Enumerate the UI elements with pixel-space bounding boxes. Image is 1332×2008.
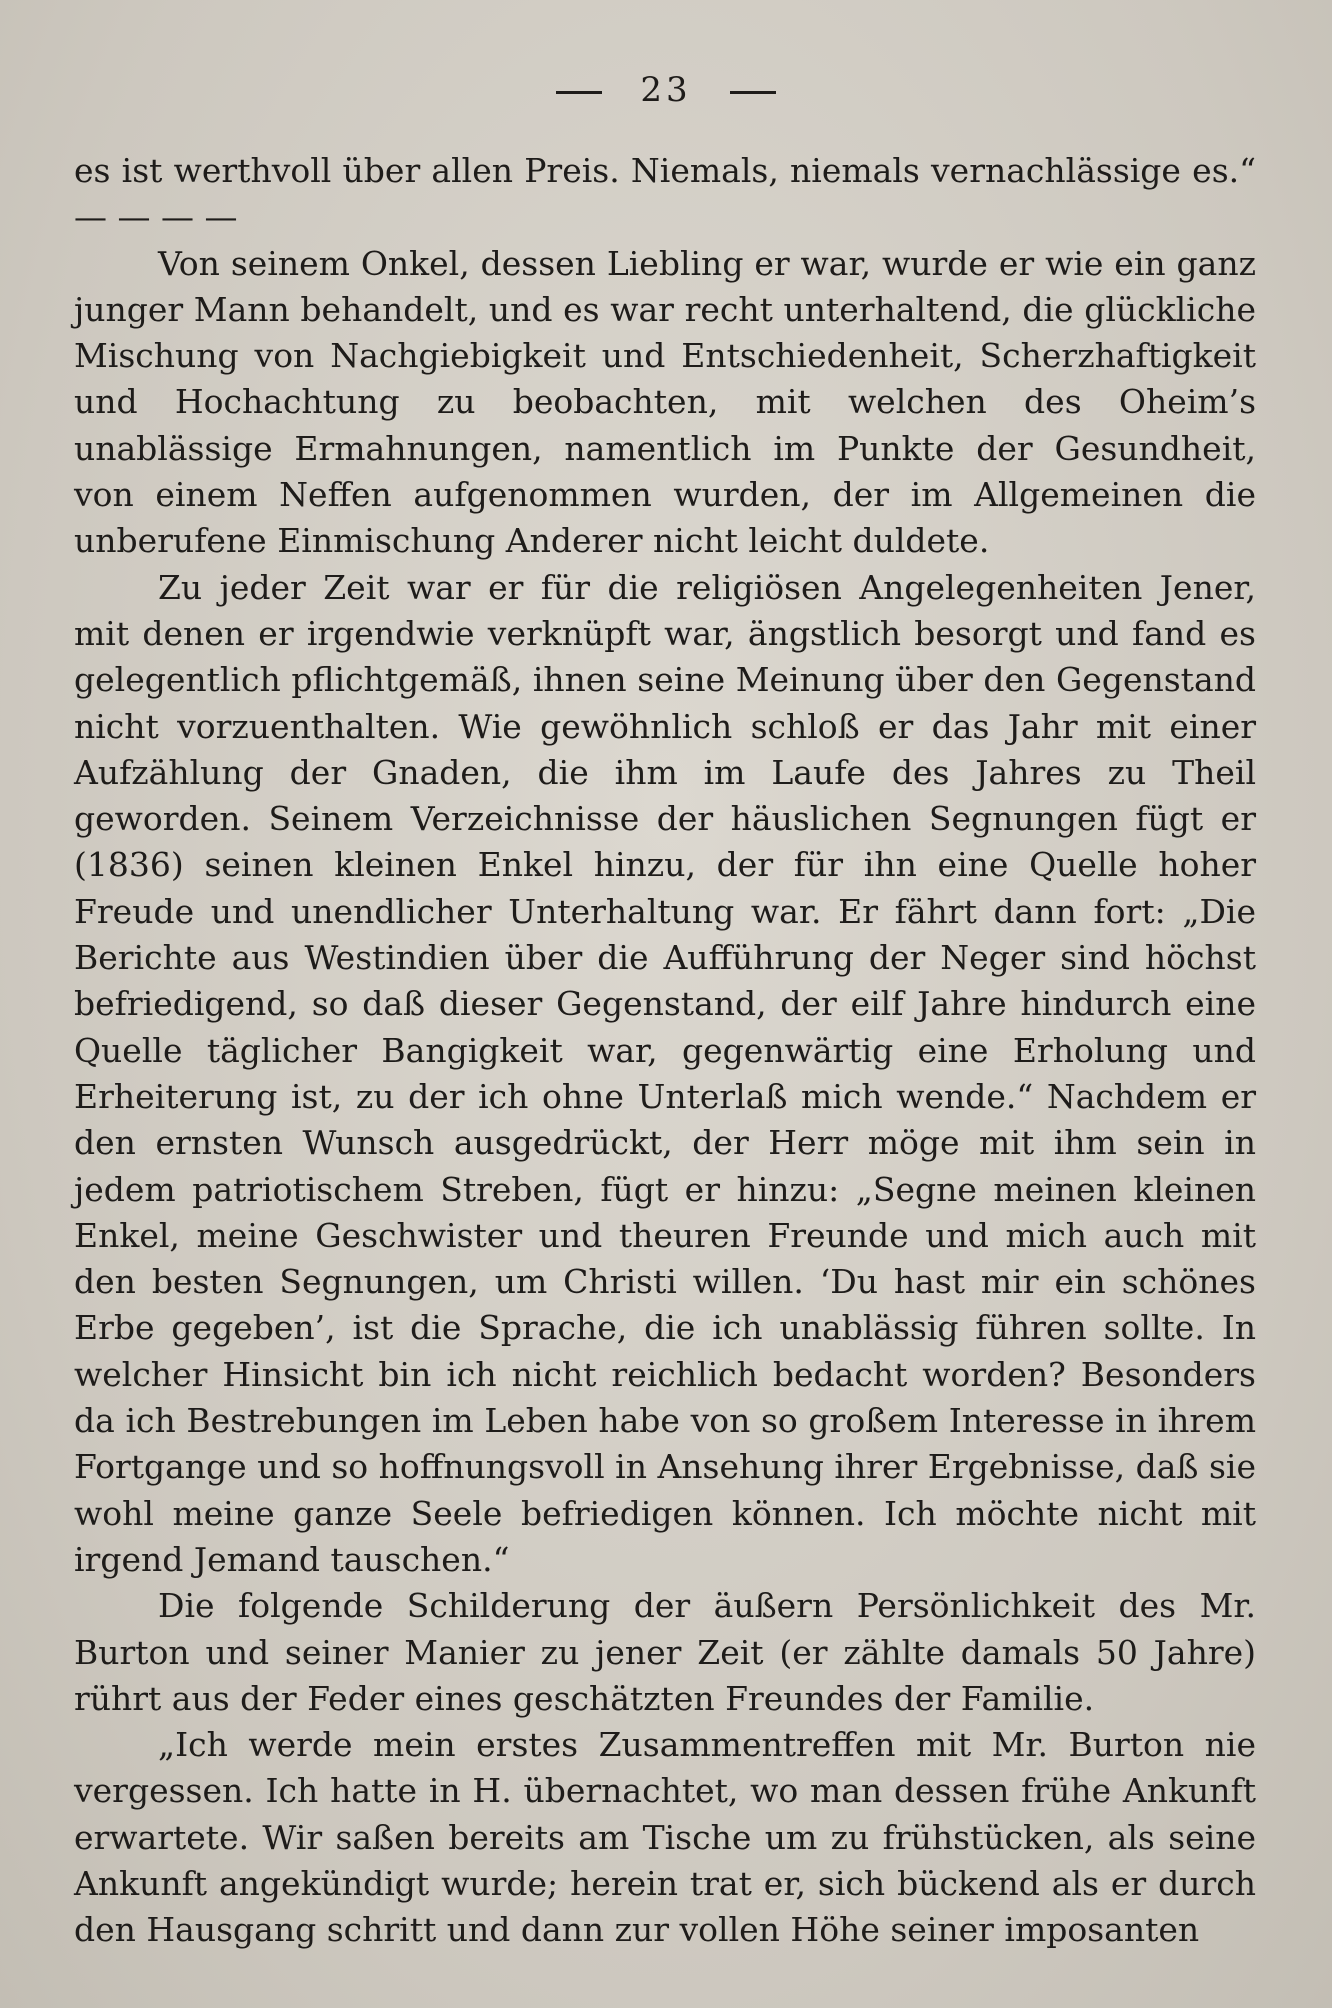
paragraph-4: Die folgende Schilderung der äußern Persönlichkeit des Mr. Burton und seiner Manier zu jener Zeit (er zählte damals 50 Jahre) rührt aus der Feder eines geschätzten Freundes der Familie.: [74, 1586, 1256, 1718]
paragraph-5: „Ich werde mein erstes Zusammentreffen mit Mr. Burton nie vergessen. Ich hatte in H. übernachtet, wo man dessen frühe Ankunft erwartete. Wir saßen bereits am Tische um zu frühstücken, als seine Ankunft angekündigt wurde; herein trat er, sich bückend als er durch den Hausgang schritt und dann zur vollen Höhe seiner imposanten: [74, 1725, 1256, 1950]
header-dash-right: [730, 91, 776, 94]
header-dash-left: [556, 91, 602, 94]
body-text: [74, 148, 1256, 1954]
page-header: [0, 70, 1332, 110]
paragraph-1: es ist werthvoll über allen Preis. Niemals, niemals vernachlässige es.“ — — — —: [74, 151, 1256, 237]
page-number: 23: [640, 70, 692, 110]
paragraph-2: Von seinem Onkel, dessen Liebling er war, wurde er wie ein ganz junger Mann behandelt, und es war recht unterhaltend, die glückliche Mischung von Nachgiebigkeit und Entschiedenheit, Scherzhaftigkeit und Hochachtung zu beobachten, mit welchen des Oheim’s unablässige Ermahnungen, namentlich im Punkte der Gesundheit, von einem Neffen aufgenommen wurden, der im Allgemeinen die unberufene Einmischung Anderer nicht leicht duldete.: [74, 243, 1256, 561]
paragraph-3: Zu jeder Zeit war er für die religiösen Angelegenheiten Jener, mit denen er irgendwie verknüpft war, ängstlich besorgt und fand es gelegentlich pflichtgemäß, ihnen seine Meinung über den Gegenstand nicht vorzuenthalten. Wie gewöhnlich schloß er das Jahr mit einer Aufzählung der Gnaden, die ihm im Laufe des Jahres zu Theil geworden. Seinem Verzeichnisse der häuslichen Segnungen fügt er (1836) seinen kleinen Enkel hinzu, der für ihn eine Quelle hoher Freude und unendlicher Unterhaltung war. Er fährt dann fort: „Die Berichte aus Westindien über die Aufführung der Neger sind höchst befriedigend, so daß dieser Gegenstand, der eilf Jahre hindurch eine Quelle täglicher Bangigkeit war, gegenwärtig eine Erholung und Erheiterung ist, zu der ich ohne Unterlaß mich wende.“ Nachdem er den ernsten Wunsch ausgedrückt, der Herr möge mit ihm sein in jedem patriotischem Streben, fügt er hinzu: „Segne meinen kleinen Enkel, meine Geschwister und theuren Freunde und mich auch mit den besten Segnungen, um Christi willen. ‘Du hast mir ein schönes Erbe gegeben’, ist die Sprache, die ich unablässig führen sollte. In welcher Hinsicht bin ich nicht reichlich bedacht worden? Besonders da ich Bestrebungen im Leben habe von so großem Interesse in ihrem Fortgange und so hoffnungsvoll in Ansehung ihrer Ergebnisse, daß sie wohl meine ganze Seele befriedigen können. Ich möchte nicht mit irgend Jemand tauschen.“: [74, 567, 1256, 1579]
